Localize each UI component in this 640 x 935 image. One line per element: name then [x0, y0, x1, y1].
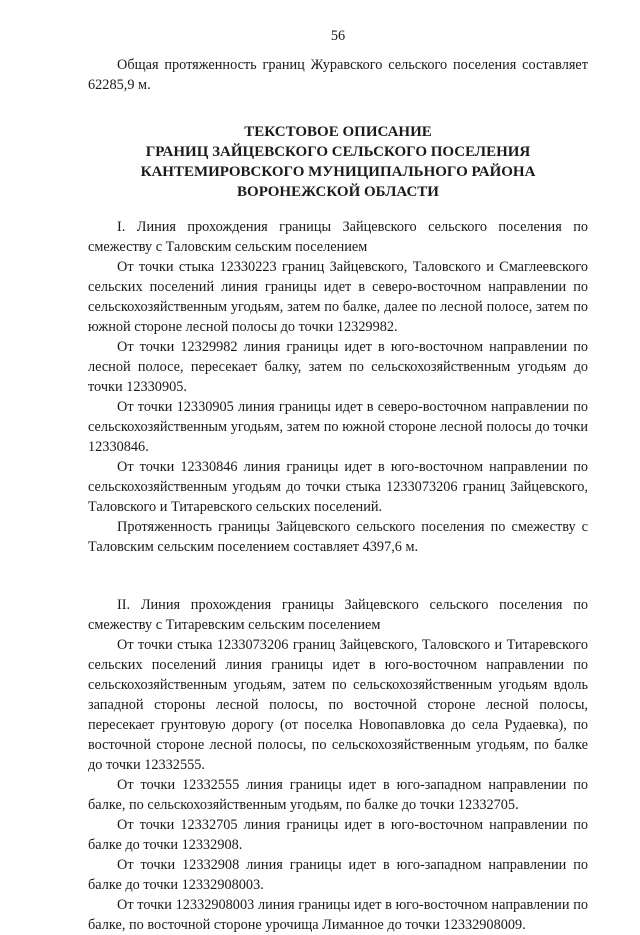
paragraph: От точки 12332908003 линия границы идет в юго-восточном направлении по балке, по восточной стороне урочища Лиманное до точки 12332908009.	[88, 897, 588, 933]
paragraph: От точки стыка 1233073206 границ Зайцевского, Таловского и Титаревского сельских поселений линия границы идет в юго-восточном направлении по сельскохозяйственным угодьям, затем по сельскохозяйственным угодьям вдоль западной стороны лесной полосы, по восточной стороне лесной полосы, пересекает грунтовую дорогу (от поселка Новопавловка до села Рудаевка), по восточной стороне лесной полосы, по сельскохозяйственным угодьям, по балке до точки 12332555.	[88, 637, 588, 773]
section-title: II. Линия прохождения границы Зайцевского сельского поселения по смежеству с Титаревским сельским поселением	[88, 597, 588, 633]
document-page	[88, 26, 588, 935]
paragraph: От точки 12329982 линия границы идет в юго-восточном направлении по лесной полосе, пересекает балку, затем по сельскохозяйственным угодьям до точки 12330905.	[88, 339, 588, 395]
page-number: 56	[330, 28, 346, 44]
heading-line: ВОРОНЕЖСКОЙ ОБЛАСТИ	[237, 184, 439, 200]
section-title: I. Линия прохождения границы Зайцевского сельского поселения по смежеству с Таловским сельским поселением	[88, 219, 588, 255]
paragraph: От точки 12332705 линия границы идет в юго-восточном направлении по балке до точки 12332908.	[88, 817, 588, 853]
paragraph: От точки 12332908 линия границы идет в юго-западном направлении по балке до точки 12332908003.	[88, 857, 588, 893]
document-heading	[88, 122, 588, 202]
paragraph: От точки стыка 12330223 границ Зайцевского, Таловского и Смаглеевского сельских поселений линия границы идет в северо-восточном направлении по сельскохозяйственным угодьям, затем по балке, далее по лесной полосе, затем по южной стороне лесной полосы до точки 12329982.	[88, 259, 588, 335]
paragraph: От точки 12330905 линия границы идет в северо-восточном направлении по сельскохозяйственным угодьям, затем по южной стороне лесной полосы до точки 12330846.	[88, 399, 588, 455]
paragraph: От точки 12330846 линия границы идет в юго-восточном направлении по сельскохозяйственным угодьям до точки стыка 1233073206 границ Зайцевского, Таловского и Титаревского сельских поселений.	[88, 459, 588, 515]
intro-paragraph: Общая протяженность границ Журавского сельского поселения составляет 62285,9 м.	[88, 57, 588, 93]
paragraph: Протяженность границы Зайцевского сельского поселения по смежеству с Таловским сельским поселением составляет 4397,6 м.	[88, 519, 588, 555]
heading-line: КАНТЕМИРОВСКОГО МУНИЦИПАЛЬНОГО РАЙОНА	[140, 164, 536, 180]
heading-line: ГРАНИЦ ЗАЙЦЕВСКОГО СЕЛЬСКОГО ПОСЕЛЕНИЯ	[145, 144, 531, 160]
section-titarevskoe	[88, 595, 588, 935]
section-taloskoe	[88, 217, 588, 557]
heading-line: ТЕКСТОВОЕ ОПИСАНИЕ	[244, 124, 432, 140]
paragraph: От точки 12332555 линия границы идет в юго-западном направлении по балке, по сельскохозяйственным угодьям, по балке до точки 12332705.	[88, 777, 588, 813]
